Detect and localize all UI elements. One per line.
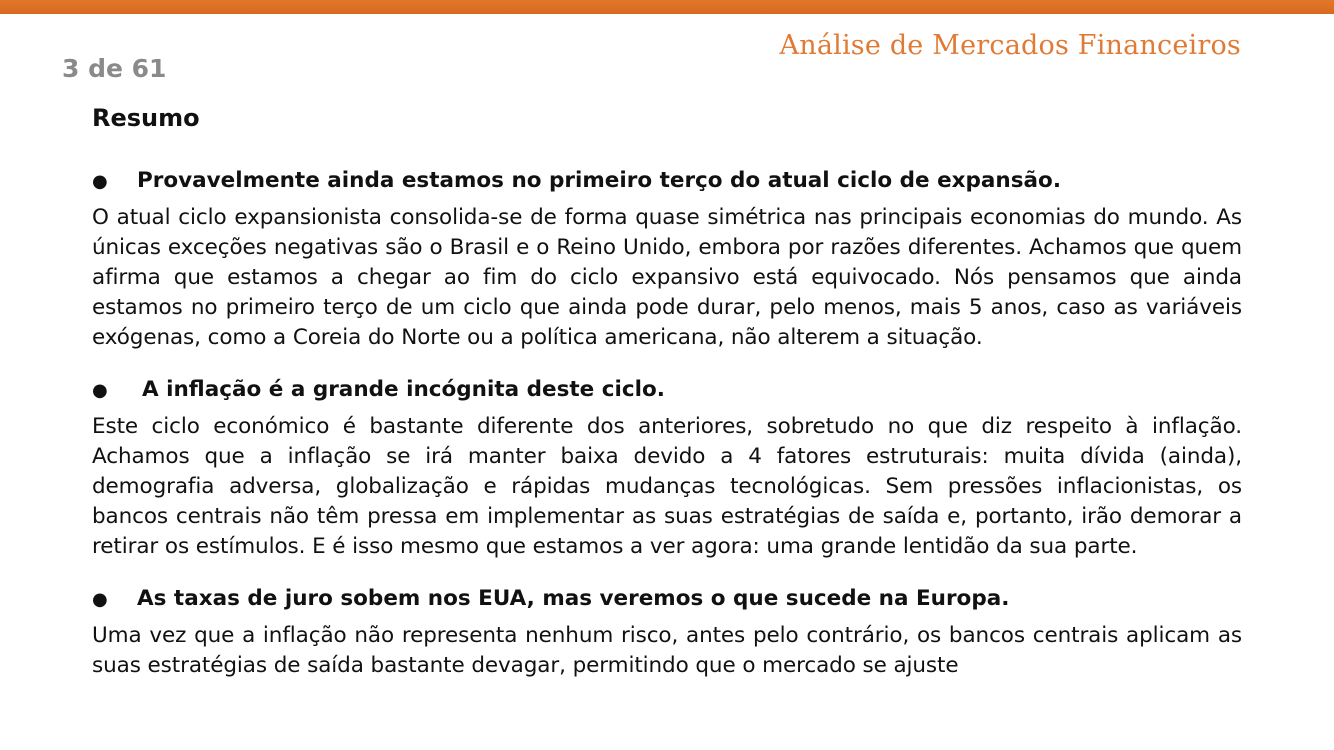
bullet-heading bbox=[92, 168, 1242, 193]
bullet-heading bbox=[92, 377, 1242, 402]
document-body bbox=[92, 104, 1242, 705]
bullet-heading bbox=[92, 586, 1242, 611]
paragraph: Este ciclo económico é bastante diferente dos anteriores, sobretudo no que diz respeito à inflação. Achamos que a inflação se irá manter baixa devido a 4 fatores estruturais: muita dívida (ainda), demografia adversa, globalização e rápidas mudanças tecnológicas. Sem pressões inflacionistas, os bancos centrais não têm pressa em implementar as suas estratégias de saída e, portanto, irão demorar a retirar os estímulos. E é isso mesmo que estamos a ver agora: uma grande lentidão da sua parte. bbox=[92, 414, 1242, 559]
bullet-heading-text: As taxas de juro sobem nos EUA, mas veremos o que sucede na Europa. bbox=[137, 586, 1010, 611]
paragraph: Uma vez que a inflação não representa nenhum risco, antes pelo contrário, os bancos centrais aplicam as suas estratégias de saída bastante devagar, permitindo que o mercado se ajuste bbox=[92, 623, 1242, 678]
bullet-heading-text: A inflação é a grande incógnita deste ciclo. bbox=[142, 377, 665, 402]
paragraph: O atual ciclo expansionista consolida-se de forma quase simétrica nas principais economias do mundo. As únicas exceções negativas são o Brasil e o Reino Unido, embora por razões diferentes. Achamos que quem afirma que estamos a chegar ao fim do ciclo expansivo está equivocado. Nós pensamos que ainda estamos no primeiro terço de um ciclo que ainda pode durar, pelo menos, mais 5 anos, caso as variáveis exógenas, como a Coreia do Norte ou a política americana, não alterem a situação. bbox=[92, 205, 1242, 350]
section-title: Resumo bbox=[92, 104, 200, 132]
bullet-icon: ● bbox=[92, 171, 108, 192]
page-indicator: 3 de 61 bbox=[52, 54, 176, 83]
document-header-title: Análise de Mercados Financeiros bbox=[779, 30, 1241, 61]
bullet-icon: ● bbox=[92, 380, 108, 401]
bullet-heading-text: Provavelmente ainda estamos no primeiro terço do atual ciclo de expansão. bbox=[137, 168, 1061, 193]
top-accent-bar bbox=[0, 0, 1334, 14]
bullet-icon: ● bbox=[92, 589, 108, 610]
